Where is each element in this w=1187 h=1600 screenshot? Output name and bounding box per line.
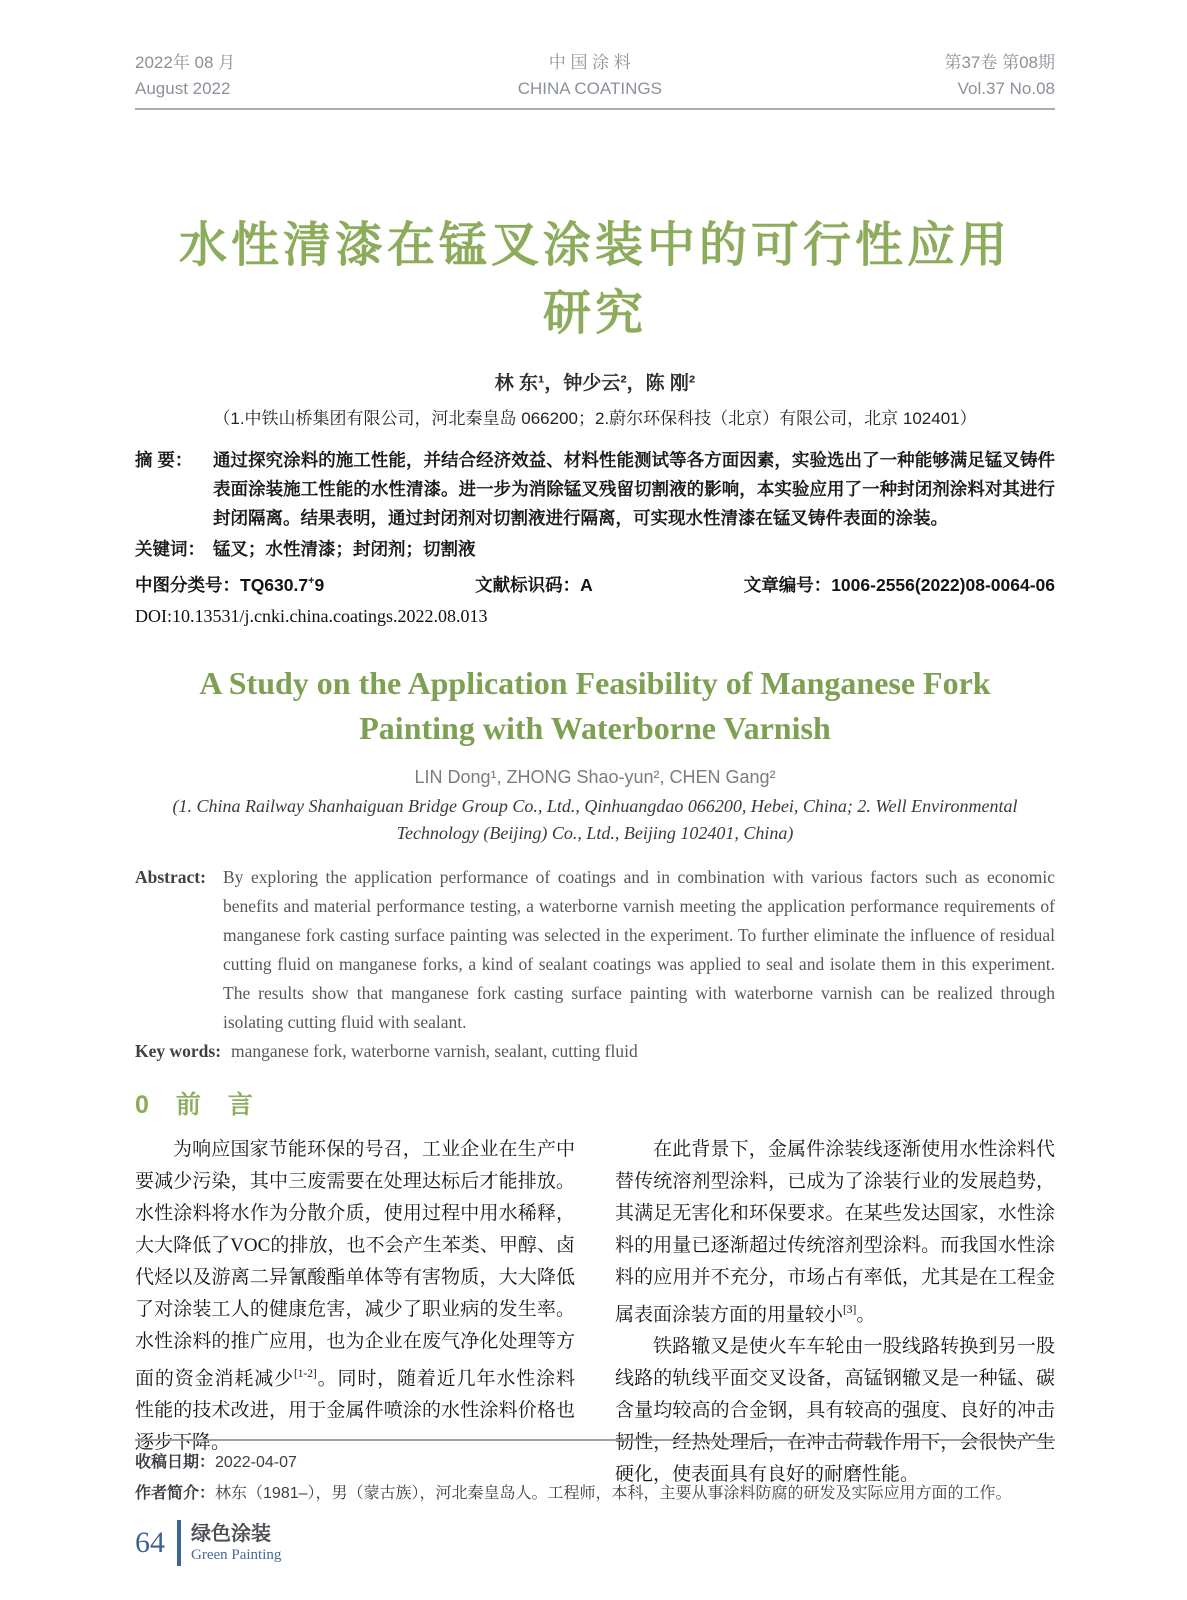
article-title-cn-line1: 水性清漆在锰叉涂装中的可行性应用 — [178, 219, 1011, 272]
received-date-row — [135, 1451, 1055, 1475]
header-journal-en: CHINA COATINGS — [517, 78, 662, 98]
document-code — [475, 572, 593, 597]
article-id-value: 1006-2556(2022)08-0064-06 — [831, 575, 1055, 595]
intro-paragraph-2-cont: 。 — [856, 1304, 876, 1326]
footer-column-name — [191, 1523, 281, 1564]
article-id-label: 文章编号： — [743, 575, 832, 595]
author-bio-label: 作者简介： — [135, 1485, 216, 1502]
header-issue-cn: 第37卷 第08期 — [944, 53, 1055, 72]
article-id — [744, 572, 1055, 597]
author-bio-value: 林东（1981–），男（蒙古族），河北秦皇岛人。工程师，本科，主要从事涂料防腐的研发及实际应用方面的工作。 — [215, 1485, 1012, 1502]
footer-column-en: Green Painting — [191, 1546, 282, 1563]
clc-label: 中图分类号： — [135, 575, 240, 595]
section-0-heading: 0 前 言 — [135, 1091, 263, 1119]
authors-cn: 林 东¹，钟少云²，陈 刚² — [494, 373, 696, 394]
page-footer — [135, 1520, 1055, 1566]
abstract-en-block — [135, 863, 1055, 1037]
clc-value-sup: + — [308, 575, 315, 588]
keywords-en-text: manganese fork, waterborne varnish, sealant, cutting fluid — [231, 1041, 638, 1061]
keywords-cn-label: 关键词： — [135, 539, 205, 559]
intro-paragraph-1-text: 为响应国家节能环保的号召，工业企业在生产中要减少污染，其中三废需要在处理达标后才能排放。水性涂料将水作为分散介质，使用过程中用水稀释，大大降低了VOC的排放，也不会产生苯类、甲醇、卤代烃以及游离二异氰酸酯单体等有害物质，大大降低了对涂装工人的健康危害，减少了职业病的发生率。水性涂料的推广应用，也为企业在废气净化处理等方面的资金消耗减少 — [135, 1139, 575, 1390]
received-date-label: 收稿日期： — [135, 1454, 216, 1471]
footer-divider-bar — [177, 1520, 181, 1566]
body-columns — [135, 1088, 1055, 1491]
document-code-label: 文献标识码： — [475, 575, 581, 595]
article-title-cn-line2: 研究 — [542, 287, 647, 340]
header-issue-date — [135, 50, 235, 101]
page-bottom-block — [135, 1439, 1055, 1566]
author-bio-row — [135, 1482, 1055, 1506]
clc-value-post: 9 — [314, 575, 325, 595]
article-title-cn — [135, 212, 1055, 348]
intro-paragraph-2 — [615, 1134, 1055, 1331]
footer-column-cn: 绿色涂装 — [191, 1522, 271, 1545]
abstract-cn-text: 通过探究涂料的施工性能，并结合经济效益、材料性能测试等各方面因素，实验选出了一种能够满足锰叉铸件表面涂装施工性能的水性清漆。进一步为消除锰叉残留切割液的影响，本实验应用了一种封闭剂涂料对其进行封闭隔离。结果表明，通过封闭剂对切割液进行隔离，可实现水性清漆在锰叉铸件表面的涂装。 — [213, 450, 1055, 528]
article-title-en — [135, 661, 1055, 751]
header-journal-cn: 中 国 涂 料 — [548, 53, 631, 72]
keywords-cn-text: 锰叉；水性清漆；封闭剂；切割液 — [213, 539, 476, 559]
header-issue-en: Vol.37 No.08 — [957, 78, 1055, 98]
received-date-value: 2022-04-07 — [215, 1454, 297, 1471]
doi: DOI:10.13531/j.cnki.china.coatings.2022.08.013 — [135, 606, 488, 626]
document-code-value: A — [580, 575, 593, 595]
keywords-en-block — [135, 1037, 1055, 1066]
intro-paragraph-3: 铁路辙叉是使火车车轮由一股线路转换到另一股线路的轨线平面交叉设备，高锰钢辙叉是一种锰、碳含量均较高的合金钢，具有较高的强度、良好的冲击韧性，经热处理后，在冲击荷载作用下，会很快产生硬化，使表面具有良好的耐磨性能。 — [615, 1336, 1055, 1486]
keywords-en-label: Key words: — [135, 1041, 222, 1061]
footnote — [135, 1451, 1055, 1506]
body-column-left — [135, 1088, 575, 1491]
affiliation-cn: （1.中铁山桥集团有限公司，河北秦皇岛 066200；2.蔚尔环保科技（北京）有限公司，北京 102401） — [213, 409, 977, 428]
intro-paragraph-1 — [135, 1134, 575, 1459]
article-title-en-line1: A Study on the Application Feasibility of Manganese Fork — [199, 665, 991, 701]
footnote-divider — [135, 1439, 1055, 1441]
body-column-right — [615, 1088, 1055, 1491]
authors-en: LIN Dong¹, ZHONG Shao-yun², CHEN Gang² — [414, 767, 776, 787]
keywords-cn-block — [135, 535, 1055, 564]
abstract-cn-block — [135, 446, 1055, 533]
header-journal-name — [518, 50, 662, 101]
intro-paragraph-1-cont: 。同时，随着近几年水性涂料性能的技术改进，用于金属件喷涂的水性涂料价格也逐步下降。 — [135, 1368, 575, 1454]
journal-header — [135, 50, 1055, 110]
article-title-en-line2: Painting with Waterborne Varnish — [359, 710, 831, 746]
affiliation-en: (1. China Railway Shanhaiguan Bridge Group Co., Ltd., Qinhuangdao 066200, Hebei, China; 2. Well Environmental Technology (Beijing) Co., Ltd., Beijing 102401, China) — [172, 796, 1018, 843]
header-volume-issue — [944, 50, 1055, 101]
page-number: 64 — [135, 1526, 165, 1559]
clc-number — [135, 572, 324, 597]
reference-marker-3: [3] — [843, 1304, 857, 1316]
header-date-cn: 2022年 08 月 — [135, 53, 236, 72]
article-meta-row — [135, 572, 1055, 597]
header-date-en: August 2022 — [135, 78, 231, 98]
reference-marker-1-2: [1-2] — [293, 1368, 317, 1380]
abstract-en-text: By exploring the application performance of coatings and in combination with various factors such as economic benefits and material performance testing, a waterborne varnish meeting the application performance requirements of manganese fork casting surface painting was selected in the experiment. To further eliminate the influence of residual cutting fluid on manganese forks, a kind of sealant coatings was applied to seal and isolate them in this experiment. The results show that manganese fork casting surface painting with waterborne varnish can be realized through isolating cutting fluid with sealant. — [223, 867, 1055, 1032]
intro-paragraph-2-text: 在此背景下，金属件涂装线逐渐使用水性涂料代替传统溶剂型涂料，已成为了涂装行业的发展趋势，其满足无害化和环保要求。在某些发达国家，水性涂料的用量已逐渐超过传统溶剂型涂料。而我国水性涂料的应用并不充分，市场占有率低，尤其是在工程金属表面涂装方面的用量较小 — [615, 1139, 1055, 1326]
clc-value-pre: TQ630.7 — [240, 575, 309, 595]
abstract-en-label: Abstract: — [135, 867, 206, 887]
abstract-cn-label: 摘 要： — [135, 450, 193, 470]
